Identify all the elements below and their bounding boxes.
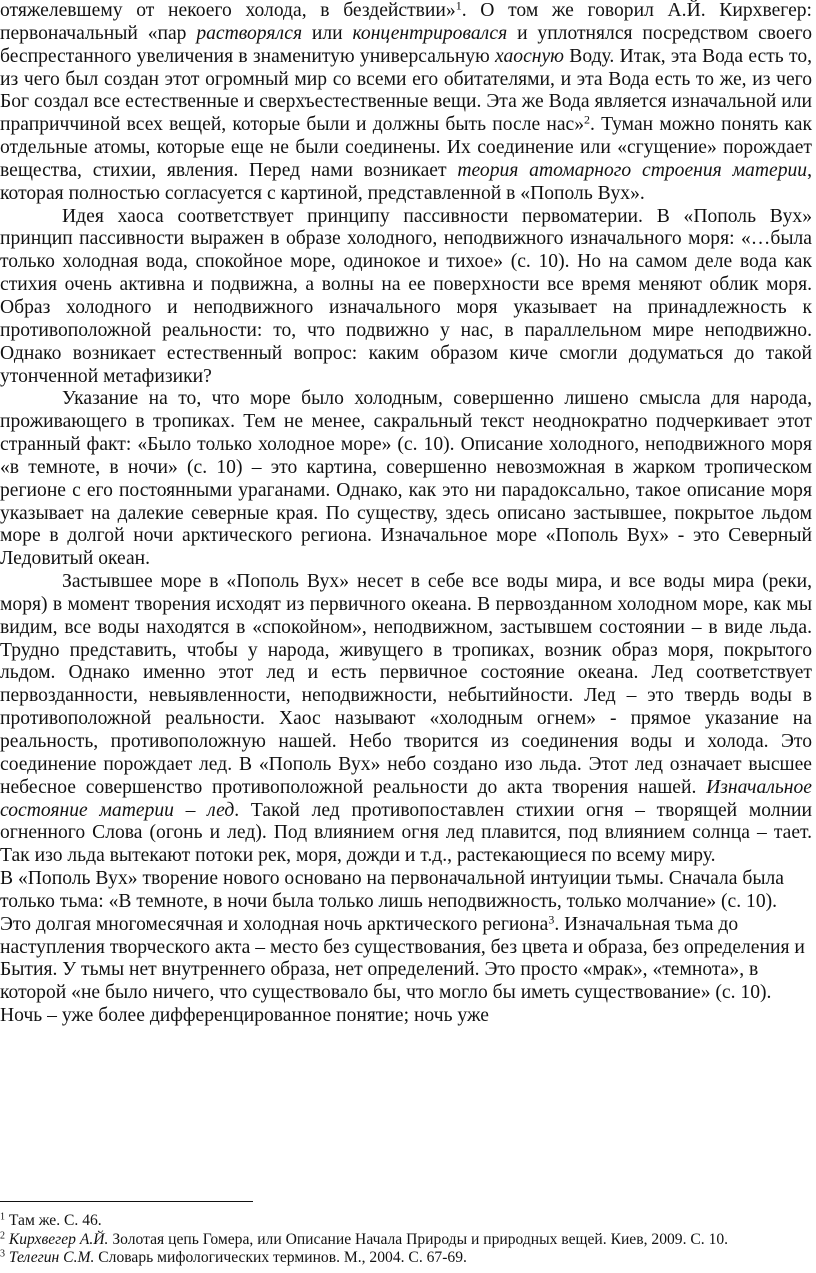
paragraph-1-text-b: . О том же говорил А.Й. Кирхвегер: первоначальный «пар xyxy=(0,0,813,44)
footnote-2 xyxy=(0,1231,816,1250)
paragraph-5-text-b: . Изначальная тьма до наступления творческого акта – место без существования, без цвета и образа, без определения и Бытия. У тьмы нет внутреннего образа, нет определений. Это просто «мрак», «темнота», в которой «не было ничего, что существовало бы, что могло бы иметь существование» (с. 10). Ночь – уже более дифференцированное понятие; ночь уже xyxy=(0,913,805,1027)
paragraph-5-text-a: В «Пополь Вух» творение нового основано на первоначальной интуиции тьмы. Сначала была только тьма: «В темноте, в ночи была только лишь неподвижность, только молчание» (с. 10). Это долгая многомесячная и холодная ночь арктического региона xyxy=(0,868,784,935)
paragraph-4-text-b: . Такой лед противопоставлен стихии огня – творящей молнии огненного Слова (огонь и лед). Под влиянием огня лед плавится, под влиянием солнца – тает. Так изо льда вытекают потоки рек, моря, дожди и т.д., растекающиеся по всему миру. xyxy=(0,799,812,867)
footnote-1 xyxy=(0,1212,816,1231)
footnote-text: Золотая цепь Гомера, или Описание Начала Природы и природных вещей. Киев, 2009. С. 10. xyxy=(108,1230,729,1248)
footnote-ref-1[interactable]: 1 xyxy=(455,0,462,13)
footnote-number: 3 xyxy=(0,1248,5,1260)
paragraph-1-italic-3: хаосную xyxy=(495,45,564,67)
paragraph-1-italic-1: растворялся xyxy=(196,22,303,44)
footnote-number: 1 xyxy=(0,1211,5,1223)
paragraph-4 xyxy=(0,571,812,868)
footnote-author: Телегин С.М. xyxy=(8,1249,95,1267)
paragraph-1-text-f: . Туман можно понять как отдельные атомы, которые еще не были соединены. Их соединение или «сгущение» порождает вещества, стихии, явления. Перед нами возникает xyxy=(0,114,812,181)
footnote-ref-3[interactable]: 3 xyxy=(548,912,555,927)
footnote-author: Кирхвегер А.Й. xyxy=(8,1230,109,1248)
paragraph-1-text-d: и уплотнялся посредством своего беспрестанного увеличения в знаменитую универсальную xyxy=(0,22,812,67)
paragraph-1-italic-4: теория атомарного строения материи xyxy=(457,159,808,181)
paragraph-1-text-c: или xyxy=(302,22,353,44)
footnote-separator xyxy=(0,1201,253,1202)
paragraph-4-text-a: Застывшее море в «Пополь Вух» несет в себе все воды мира, и все воды мира (реки, моря) в момент творения исходят из первичного океана. В первозданном холодном море, как мы видим, все воды находятся в «спокойном», неподвижном, застывшем состоянии – в виде льда. Трудно представить, чтобы у народа, живущего в тропиках, возник образ моря, покрытого льдом. Однако именно этот лед и есть первичное состояние океана. Лед соответствует первозданности, невыявленности, неподвижности, небытийности. Лед – это твердь воды в противоположной реальности. Хаос называют «холодным огнем» - прямое указание на реальность, противоположную нашей. Небо творится из соединения воды и холода. Это соединение порождает лед. В «Пополь Вух» небо создано изо льда. Этот лед означает высшее небесное совершенство противоположной реальности до акта творения нашей. xyxy=(0,571,812,798)
paragraph-3: Указание на то, что море было холодным, совершенно лишено смысла для народа, проживающего в тропиках. Тем не менее, сакральный текст неоднократно подчеркивает этот странный факт: «Было только холодное море» (с. 10). Описание холодного, неподвижного моря «в темноте, в ночи» (с. 10) – это картина, совершенно невозможная в жарком тропическом регионе с его постоянными ураганами. Однако, как это ни парадоксально, такое описание моря указывает на далекие северные края. По существу, здесь описано застывшее, покрытое льдом море в долгой ночи арктического региона. Изначальное море «Пополь Вух» - это Северный Ледовитый океан. xyxy=(0,388,812,570)
paragraph-2: Идея хаоса соответствует принципу пассивности первоматерии. В «Пополь Вух» принцип пассивности выражен в образе холодного, неподвижного изначального моря: «…была только холодная вода, спокойное море, одинокое и тихое» (с. 10). Но на самом деле вода как стихия очень активна и подвижна, а волны на ее поверхности все время меняют облик моря. Образ холодного и неподвижного изначального моря указывает на принадлежность к противоположной реальности: то, что подвижно у нас, в параллельном мире неподвижно. Однако возникает естественный вопрос: каким образом киче смогли додуматься до такой утонченной метафизики? xyxy=(0,205,812,387)
paragraph-4-italic-1: Изначальное состояние материи – лед xyxy=(0,776,812,821)
footnote-text: Словарь мифологических терминов. М., 2004. С. 67-69. xyxy=(94,1249,467,1267)
footnote-number: 2 xyxy=(0,1230,5,1242)
footnote-3 xyxy=(0,1249,816,1268)
paragraph-5 xyxy=(0,868,812,1028)
paragraph-1-text-g: , которая полностью согласуется с картиной, представленной в «Пополь Вух». xyxy=(0,159,812,204)
footnote-text: Там же. С. 46. xyxy=(5,1212,102,1229)
paragraph-1-text-a: отяжелевшему от некоего холода, в бездействии» xyxy=(0,0,456,21)
paragraph-1-italic-2: концентрировался xyxy=(352,22,508,44)
footnote-ref-2[interactable]: 2 xyxy=(584,112,591,127)
footnotes xyxy=(0,1212,816,1268)
paragraph-1 xyxy=(0,0,812,206)
paragraph-1-text-e: Воду. Итак, эта Вода есть то, из чего был создан этот огромный мир со всеми его обитателями, и эта Вода есть то же, из чего Бог создал все естественные и сверхъестественные вещи. Эта же Вода является изначальной или праприччиной всех вещей, которые были и должны быть после нас» xyxy=(0,45,813,136)
